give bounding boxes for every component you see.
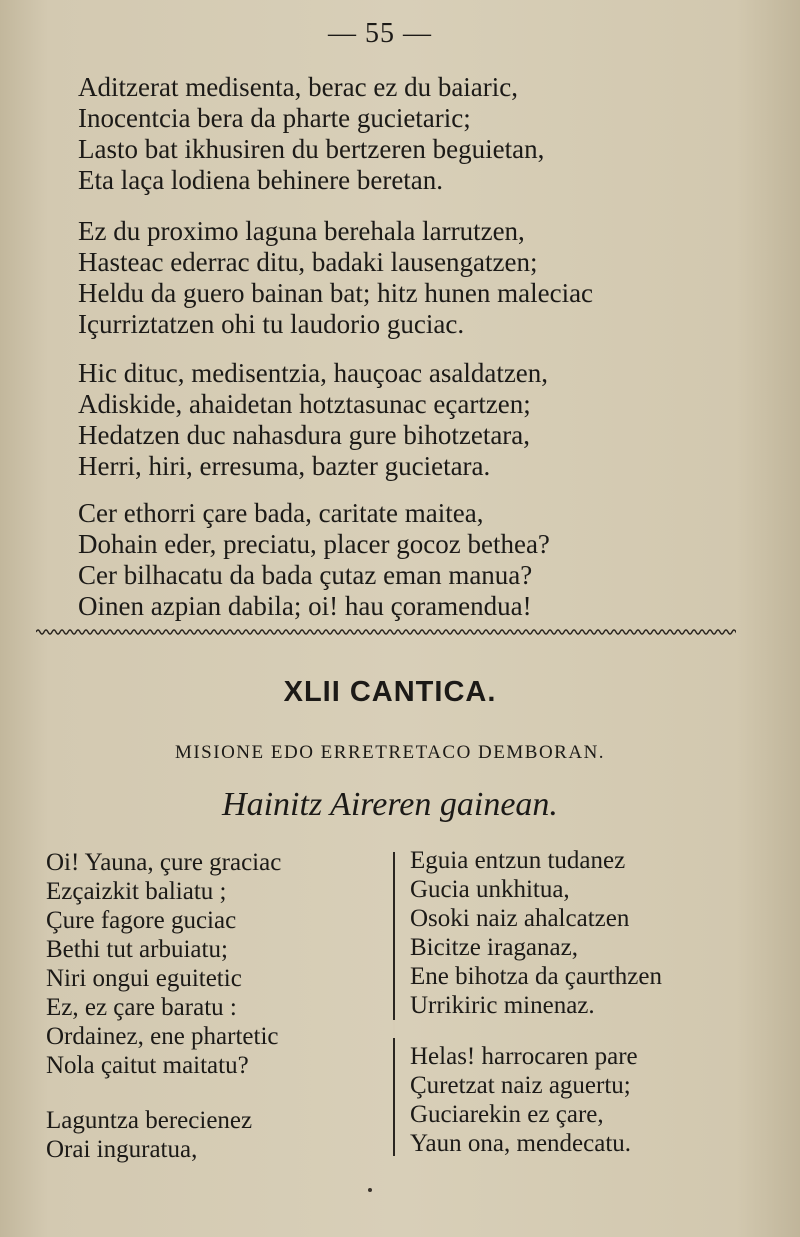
verse-line: Ez du proximo laguna berehala larrutzen, <box>78 216 525 246</box>
verse-line: Oi! Yauna, çure graciac <box>46 849 282 876</box>
verse-line: Çure fagore guciac <box>46 907 237 934</box>
verse-line: Hic dituc, medisentzia, hauçoac asaldatzen, <box>78 358 549 388</box>
stanza-1 <box>78 72 718 196</box>
verse-line: Cer bilhacatu da bada çutaz eman manua? <box>78 560 533 590</box>
page-number: — 55 — <box>328 18 432 49</box>
section-subheading: MISIONE EDO ERRETRETACO DEMBORAN. <box>174 742 606 763</box>
verse-line: Orai inguratua, <box>46 1136 198 1163</box>
verse-line: Hedatzen duc nahasdura gure bihotzetara, <box>78 420 531 450</box>
verse-line: Urrikiric minenaz. <box>410 992 595 1019</box>
column-rule <box>393 852 395 1156</box>
stanza-2 <box>78 216 718 340</box>
verse-line: Oinen azpian dabila; oi! hau çoramendua! <box>78 591 532 621</box>
air-title: Hainitz Aireren gainean. <box>222 786 558 823</box>
verse-line: Nola çaitut maitatu? <box>46 1052 249 1079</box>
verse-line: Bicitze iraganaz, <box>410 934 578 961</box>
verse-line: Yaun ona, mendecatu. <box>410 1130 632 1157</box>
verse-line: Çuretzat naiz aguertu; <box>410 1072 631 1099</box>
verse-line: Içurriztatzen ohi tu laudorio guciac. <box>78 309 465 339</box>
verse-line: Ene bihotza da çaurthzen <box>410 963 662 990</box>
left-column-stanza-a <box>46 848 386 1080</box>
verse-line: Guciarekin ez çare, <box>410 1101 604 1128</box>
verse-line: Dohain eder, preciatu, placer gocoz bethea? <box>78 529 550 559</box>
verse-line: Inocentcia bera da pharte gucietaric; <box>78 103 471 133</box>
verse-line: Gucia unkhitua, <box>410 876 570 903</box>
verse-line: Osoki naiz ahalcatzen <box>410 905 630 932</box>
verse-line: Lasto bat ikhusiren du bertzeren beguietan, <box>78 134 545 164</box>
verse-line: Hasteac ederrac ditu, badaki lausengatzen; <box>78 247 538 277</box>
verse-line: Bethi tut arbuiatu; <box>46 936 228 963</box>
ink-speck <box>368 1188 372 1192</box>
verse-line: Adiskide, ahaidetan hotztasunac eçartzen; <box>78 389 531 419</box>
column-rule-gap <box>393 1020 395 1038</box>
verse-line: Ordainez, ene phartetic <box>46 1023 279 1050</box>
right-column-stanza-b <box>410 1042 750 1158</box>
verse-line: Niri ongui eguitetic <box>46 965 242 992</box>
verse-line: Laguntza berecienez <box>46 1107 253 1134</box>
verse-line: Eta laça lodiena behinere beretan. <box>78 165 444 195</box>
verse-line: Eguia entzun tudanez <box>410 847 626 874</box>
right-column-stanza-a <box>410 846 750 1020</box>
stanza-4 <box>78 498 718 622</box>
section-heading: XLII CANTICA. <box>283 676 497 708</box>
verse-line: Cer ethorri çare bada, caritate maitea, <box>78 498 484 528</box>
verse-line: Helas! harrocaren pare <box>410 1043 638 1070</box>
verse-line: Herri, hiri, erresuma, bazter gucietara. <box>78 451 491 481</box>
verse-line: Aditzerat medisenta, berac ez du baiaric, <box>78 72 519 102</box>
stanza-3 <box>78 358 718 482</box>
verse-line: Ez, ez çare baratu : <box>46 994 237 1021</box>
wavy-divider <box>36 626 736 638</box>
verse-line: Ezçaizkit baliatu ; <box>46 878 227 905</box>
left-column-stanza-b <box>46 1106 386 1164</box>
verse-line: Heldu da guero bainan bat; hitz hunen maleciac <box>78 278 594 308</box>
